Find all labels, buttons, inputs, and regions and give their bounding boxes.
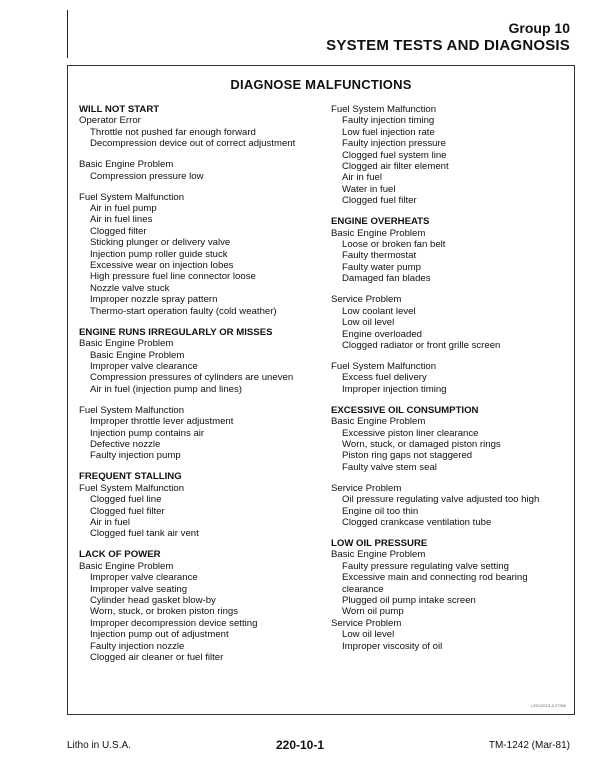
cause-item: Clogged crankcase ventilation tube	[342, 516, 492, 528]
cause-group-heading: Fuel System Malfunction	[331, 104, 437, 115]
cause-group-heading: Basic Engine Problem	[79, 159, 174, 171]
cause-item: Throttle not pushed far enough forward	[90, 126, 256, 138]
cause-item: Compression pressure low	[90, 170, 204, 182]
cause-item: Faulty pressure regulating valve setting	[342, 560, 509, 572]
malfunction-section	[79, 471, 324, 539]
cause-item: Loose or broken fan belt	[342, 239, 446, 251]
cause-item: Injection pump contains air	[90, 427, 205, 439]
malfunction-section	[331, 216, 563, 395]
cause-item: Water in fuel	[342, 183, 396, 195]
cause-group	[79, 115, 324, 149]
cause-item: Defective nozzle	[90, 438, 161, 450]
section-heading: EXCESSIVE OIL CONSUMPTION	[331, 404, 479, 416]
cause-item: Clogged fuel line	[90, 494, 162, 506]
header-rule	[67, 10, 68, 58]
cause-item: Improper throttle lever adjustment	[90, 416, 234, 428]
cause-item: Faulty injection nozzle	[90, 640, 185, 652]
cause-item: Air in fuel lines	[90, 214, 153, 226]
cause-item: Faulty thermostat	[342, 250, 417, 262]
cause-item: Improper nozzle spray pattern	[90, 294, 218, 306]
cause-item: Sticking plunger or delivery valve	[90, 237, 231, 249]
cause-group	[331, 483, 563, 529]
cause-item: Thermo-start operation faulty (cold weather)	[90, 305, 277, 317]
cause-item: Air in fuel	[342, 172, 382, 184]
section-heading: LOW OIL PRESSURE	[331, 537, 428, 549]
cause-group	[331, 228, 563, 285]
cause-item: Worn, stuck, or broken piston rings	[90, 606, 239, 618]
cause-group	[331, 416, 563, 473]
cause-item: Low fuel injection rate	[342, 126, 435, 138]
cause-group	[79, 159, 324, 182]
cause-item: Clogged air cleaner or fuel filter	[90, 652, 224, 664]
cause-item: Injection pump out of adjustment	[90, 629, 229, 641]
cause-item: Improper valve clearance	[90, 572, 198, 584]
malfunction-section	[79, 327, 324, 462]
cause-group-heading: Basic Engine Problem	[79, 560, 174, 572]
panel-title: DIAGNOSE MALFUNCTIONS	[230, 77, 412, 92]
cause-item: Air in fuel pump	[90, 203, 157, 215]
cause-item: High pressure fuel line connector loose	[90, 271, 256, 283]
cause-group-heading: Fuel System Malfunction	[79, 482, 185, 494]
cause-group-heading: Fuel System Malfunction	[331, 360, 437, 372]
malfunction-section	[331, 538, 563, 652]
diagnosis-panel	[67, 65, 575, 715]
cause-item: Clogged fuel filter	[342, 195, 417, 207]
cause-item: Faulty injection timing	[342, 115, 435, 127]
footer-litho: Litho in U.S.A.	[67, 740, 131, 751]
cause-item: Clogged radiator or front grille screen	[342, 339, 501, 351]
cause-item: Faulty valve stem seal	[342, 461, 437, 473]
cause-item: Cylinder head gasket blow-by	[90, 595, 216, 606]
cause-group-heading: Basic Engine Problem	[79, 338, 174, 350]
cause-item: Excessive piston liner clearance	[342, 427, 479, 439]
cause-group	[331, 104, 563, 207]
cause-item: Clogged air filter element	[342, 161, 449, 173]
section-heading: ENGINE RUNS IRREGULARLY OR MISSES	[79, 326, 273, 338]
cause-group	[79, 338, 324, 395]
cause-item: Clogged filter	[90, 225, 147, 237]
cause-item: Compression pressures of cylinders are uneven	[90, 372, 294, 384]
cause-item: Improper injection timing	[342, 383, 447, 395]
cause-group-heading: Service Problem	[331, 617, 402, 629]
cause-item: Basic Engine Problem	[90, 349, 185, 361]
cause-item: Clogged fuel filter	[90, 505, 165, 517]
left-column	[79, 104, 324, 673]
cause-item: Low oil level	[342, 629, 395, 641]
cause-group-heading: Service Problem	[331, 294, 402, 306]
page-number: 220-10-1	[275, 738, 325, 752]
cause-item: Faulty injection pump	[90, 450, 181, 462]
cause-item: Low oil level	[342, 317, 395, 329]
cause-group	[331, 294, 563, 351]
cause-item: Oil pressure regulating valve adjusted too high	[342, 494, 540, 506]
malfunction-section	[331, 405, 563, 529]
cause-item: Plugged oil pump intake screen	[342, 595, 476, 606]
cause-group-heading: Fuel System Malfunction	[79, 404, 185, 416]
section-heading: LACK OF POWER	[79, 549, 161, 561]
section-heading: FREQUENT STALLING	[79, 471, 182, 483]
cause-item: Worn oil pump	[342, 606, 404, 618]
footer-tm-number: TM-1242 (Mar-81)	[488, 740, 570, 751]
cause-item: Damaged fan blades	[342, 273, 431, 285]
malfunction-section	[79, 104, 324, 317]
cause-group-heading: Service Problem	[331, 482, 402, 494]
right-column	[331, 104, 563, 662]
doc-code: LEE1201S A 27396	[531, 703, 566, 708]
malfunction-section	[79, 549, 324, 663]
cause-item: Improper valve seating	[90, 583, 188, 595]
cause-item: Engine oil too thin	[342, 505, 419, 517]
section-title: SYSTEM TESTS AND DIAGNOSIS	[326, 37, 570, 54]
cause-group-heading: Basic Engine Problem	[331, 416, 426, 428]
cause-item: Clogged fuel tank air vent	[90, 528, 199, 540]
cause-item: Clogged fuel system line	[342, 149, 447, 161]
cause-item: Low coolant level	[342, 305, 416, 317]
cause-group-heading: Basic Engine Problem	[331, 549, 426, 561]
cause-group	[331, 361, 563, 395]
cause-item: Faulty injection pressure	[342, 138, 446, 150]
cause-group-heading: Fuel System Malfunction	[79, 191, 185, 203]
cause-item: Faulty water pump	[342, 261, 421, 273]
cause-group	[331, 618, 563, 652]
cause-item: Excessive main and connecting rod bearing clearance	[342, 572, 528, 595]
cause-group	[79, 561, 324, 664]
cause-item: Injection pump roller guide stuck	[90, 248, 228, 260]
cause-group-heading: Operator Error	[79, 115, 141, 127]
group-label: Group 10	[508, 20, 570, 36]
cause-item: Air in fuel (injection pump and lines)	[90, 383, 242, 395]
cause-item: Improper decompression device setting	[90, 617, 258, 629]
cause-group	[79, 192, 324, 317]
section-heading: ENGINE OVERHEATS	[331, 216, 430, 228]
cause-item: Excessive wear on injection lobes	[90, 260, 234, 272]
cause-item: Improper viscosity of oil	[342, 640, 443, 652]
cause-item: Piston ring gaps not staggered	[342, 450, 473, 462]
cause-item: Engine overloaded	[342, 328, 423, 340]
cause-item: Worn, stuck, or damaged piston rings	[342, 438, 501, 450]
cause-item: Air in fuel	[90, 516, 130, 528]
section-heading: WILL NOT START	[79, 104, 160, 115]
cause-item: Nozzle valve stuck	[90, 282, 170, 294]
cause-group	[331, 549, 563, 617]
cause-item: Improper valve clearance	[90, 360, 198, 372]
cause-group	[79, 483, 324, 540]
cause-group	[79, 405, 324, 462]
cause-item: Decompression device out of correct adjustment	[90, 138, 296, 150]
cause-item: Excess fuel delivery	[342, 372, 427, 384]
malfunction-section	[331, 104, 563, 207]
cause-group-heading: Basic Engine Problem	[331, 227, 426, 239]
